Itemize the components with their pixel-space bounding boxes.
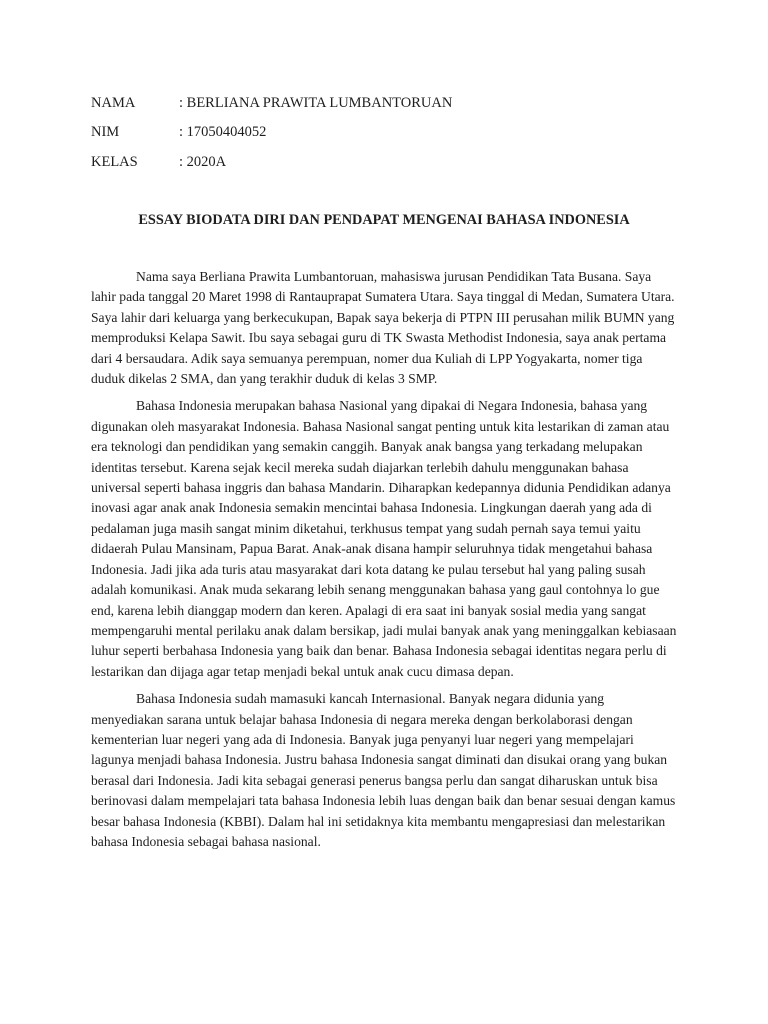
- paragraph-biodata: Nama saya Berliana Prawita Lumbantoruan, mahasiswa jurusan Pendidikan Tata Busana. Saya lahir pada tanggal 20 Maret 1998 di Rantauprapat Sumatera Utara. Saya tinggal di Medan, Sumatera Utara. Saya lahir dari keluarga yang berkecukupan, Bapak saya bekerja di PTPN III perusahan milik BUMN yang memproduksi Kelapa Sawit. Ibu saya sebagai guru di TK Swasta Methodist Indonesia, saya anak pertama dari 4 bersaudara. Adik saya semuanya perempuan, nomer dua Kuliah di LPP Yogyakarta, nomer tiga duduk dikelas 2 SMA, dan yang terakhir duduk di kelas 3 SMP.: [91, 269, 675, 387]
- nama-label: NAMA: [91, 95, 136, 111]
- nim-value: : 17050404052: [179, 124, 267, 140]
- nim-label: NIM: [91, 124, 120, 140]
- nama-value: : BERLIANA PRAWITA LUMBANTORUAN: [179, 95, 453, 111]
- essay-title: ESSAY BIODATA DIRI DAN PENDAPAT MENGENAI BAHASA INDONESIA: [138, 212, 630, 228]
- kelas-label: KELAS: [91, 154, 138, 170]
- paragraph-bahasa-internasional: Bahasa Indonesia sudah mamasuki kancah Internasional. Banyak negara didunia yang menyediakan sarana untuk belajar bahasa Indonesia di negara mereka dengan berkolaborasi dengan kementerian luar negeri yang ada di Indonesia. Banyak juga penyanyi luar negeri yang mempelajari lagunya menjadi bahasa Indonesia. Justru bahasa Indonesia sangat diminati dan disukai orang yang bukan berasal dari Indonesia. Jadi kita sebagai generasi penerus bangsa perlu dan sangat diharuskan untuk bisa berinovasi dalam mempelajari tata bahasa Indonesia lebih luas dengan baik dan benar sesuai dengan kamus besar bahasa Indonesia (KBBI). Dalam hal ini setidaknya kita membantu mengapresiasi dan melestarikan bahasa Indonesia sebagai bahasa nasional.: [91, 691, 676, 849]
- paragraph-bahasa-nasional: Bahasa Indonesia merupakan bahasa Nasional yang dipakai di Negara Indonesia, bahasa yang digunakan oleh masyarakat Indonesia. Bahasa Nasional sangat penting untuk kita lestarikan di zaman atau era teknologi dan pendidikan yang semakin canggih. Banyak anak bangsa yang terkadang melupakan identitas tersebut. Karena sejak kecil mereka sudah diajarkan terlebih dahulu menggunakan bahasa universal seperti bahasa inggris dan bahasa Mandarin. Diharapkan kedepannya didunia Pendidikan adanya inovasi agar anak anak Indonesia semakin mencintai bahasa Indonesia. Lingkungan daerah yang ada di pedalaman juga masih sangat minim diketahui, terkhusus tempat yang sudah pernah saya temui yaitu didaerah Pulau Mansinam, Papua Barat. Anak-anak disana hampir seluruhnya tidak mengetahui bahasa Indonesia. Jadi jika ada turis atau masyarakat dari kota datang ke pulau tersebut hal yang paling susah adalah komunikasi. Anak muda sekarang lebih senang menggunakan bahasa yang gaul contohnya lo gue end, karena lebih dianggap modern dan keren. Apalagi di era saat ini banyak sosial media yang sangat mempengaruhi mental perilaku anak dalam bersikap, jadi mulai banyak anak yang meninggalkan kebiasaan luhur seperti berbahasa Indonesia yang baik dan benar. Bahasa Indonesia sebagai identitas negara perlu di lestarikan dan dijaga agar tetap menjadi bekal untuk anak cucu dimasa depan.: [91, 398, 677, 679]
- essay-body: [91, 267, 677, 859]
- kelas-value: : 2020A: [179, 154, 227, 170]
